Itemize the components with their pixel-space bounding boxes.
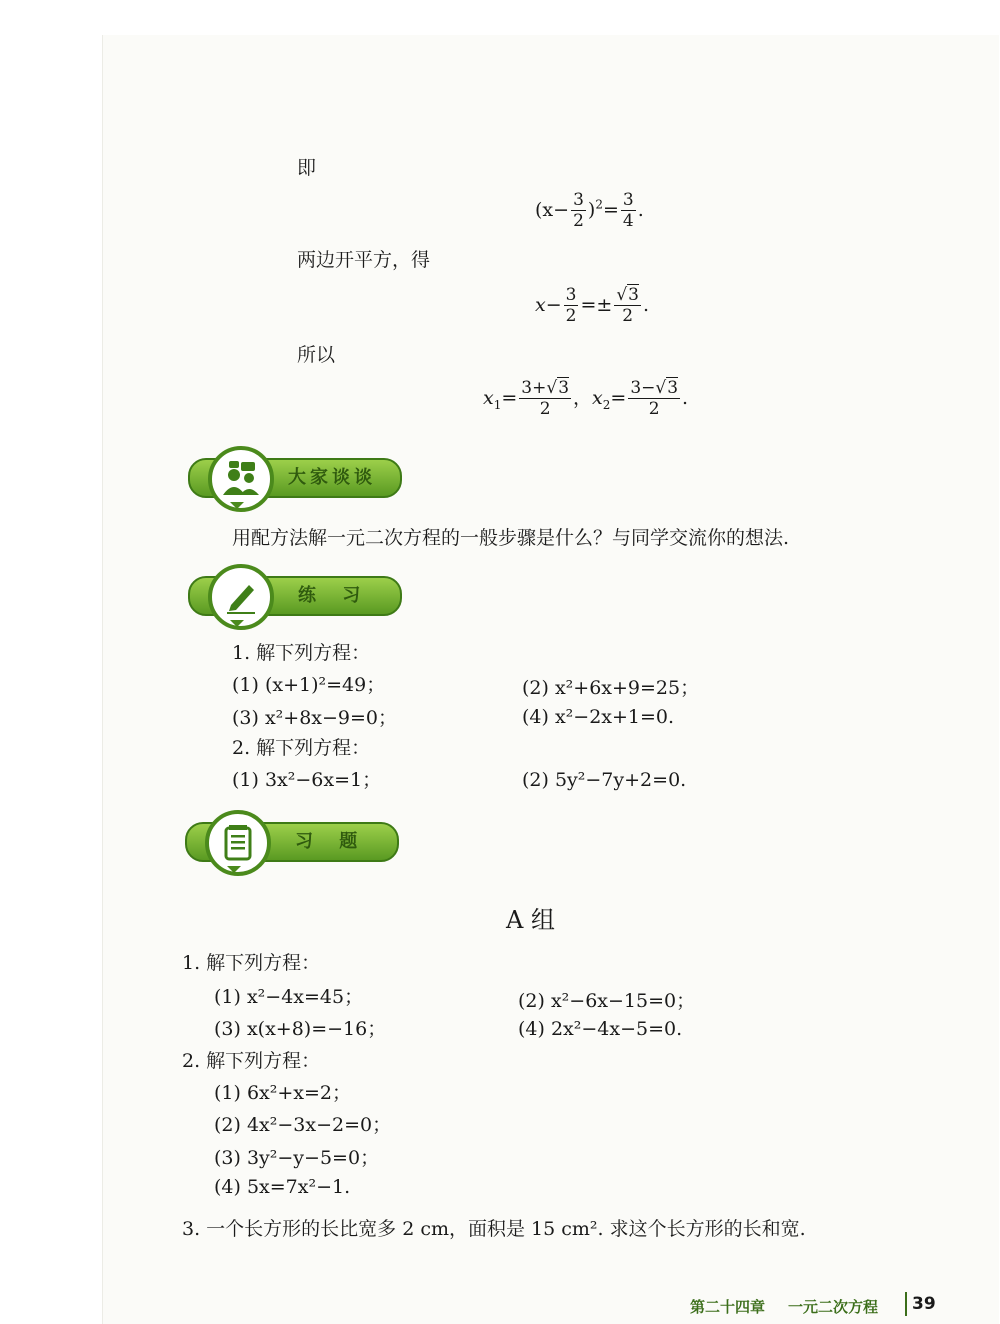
exercises-badge: 习 题 — [185, 814, 397, 866]
discussion-badge: 大家谈谈 — [188, 450, 400, 502]
ji-text: 即 — [297, 157, 317, 179]
exercise-q1-item: (1) x²−4x=45； — [214, 986, 364, 1008]
equation-solutions: $x_1=$ $\frac{3+√3}{2}$ ，$x_2=$ $\frac{3-√3}{2}$ . — [483, 378, 689, 419]
exercise-q2-item: (1) 6x²+x=2； — [214, 1082, 352, 1104]
footer-section: 一元二次方程 — [788, 1298, 879, 1316]
equation-completed-square: (x− $\frac{3}{2}$ )$^2$= $\frac{3}{4}$ . — [535, 190, 644, 231]
exercise-q2-item: (3) 3y²−y−5=0； — [214, 1147, 380, 1169]
exercise-q2-title: 2. 解下列方程： — [182, 1050, 321, 1072]
exercise-q2-item: (4) 5x=7x²−1. — [214, 1176, 351, 1198]
practice-q1-item: (3) x²+8x−9=0； — [232, 707, 398, 729]
exercise-q1-item: (3) x(x+8)=−16； — [214, 1018, 387, 1040]
page-number: 39 — [912, 1294, 936, 1314]
footer-chapter: 第二十四章 — [690, 1298, 766, 1316]
exercise-q2-item: (2) 4x²−3x−2=0； — [214, 1114, 392, 1136]
step-therefore: 所以 — [297, 344, 336, 366]
exercise-q1-item: (2) x²−6x−15=0； — [518, 990, 696, 1012]
exercise-q3: 3. 一个长方形的长比宽多 2 cm，面积是 15 cm². 求这个长方形的长和宽. — [182, 1218, 806, 1240]
footer-divider — [905, 1292, 907, 1316]
practice-q1-item: (4) x²−2x+1=0. — [522, 706, 675, 728]
practice-q2-item: (1) 3x²−6x=1； — [232, 769, 382, 791]
equation-root: x− $\frac{3}{2}$ =± $\frac{√3}{2}$ . — [535, 285, 650, 326]
exercise-q1-item: (4) 2x²−4x−5=0. — [518, 1018, 683, 1040]
practice-q1-item: (2) x²+6x+9=25； — [522, 677, 700, 699]
exercise-q1-title: 1. 解下列方程： — [182, 952, 321, 974]
group-a-title: A 组 — [506, 906, 555, 934]
practice-q1-title: 1. 解下列方程： — [232, 642, 371, 664]
discussion-question: 用配方法解一元二次方程的一般步骤是什么？与同学交流你的想法. — [232, 527, 790, 549]
practice-q2-title: 2. 解下列方程： — [232, 737, 371, 759]
step-take-root: 两边开平方，得 — [297, 249, 431, 271]
practice-badge: 练 习 — [188, 568, 400, 620]
practice-q2-item: (2) 5y²−7y+2=0. — [522, 769, 687, 791]
practice-q1-item: (1) (x+1)²=49； — [232, 674, 386, 696]
